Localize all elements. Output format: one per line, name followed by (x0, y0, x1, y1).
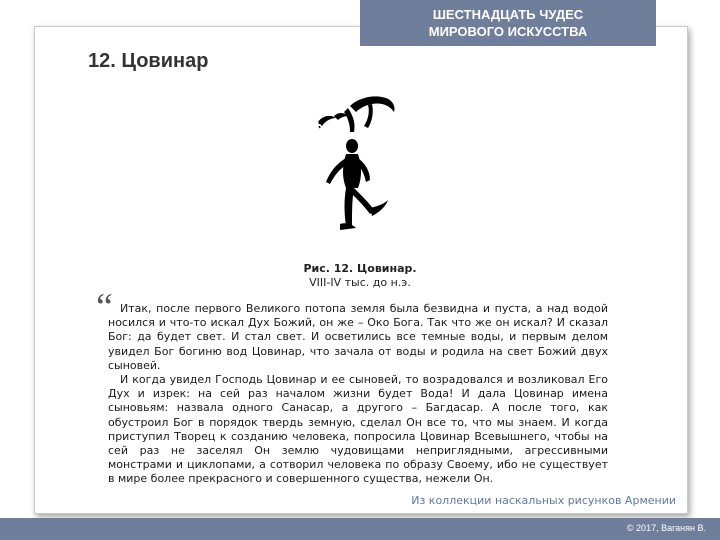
source-note: Из коллекции наскальных рисунков Армении (411, 494, 676, 507)
header-line-2: МИРОВОГО ИСКУССТВА (428, 24, 588, 39)
quote-mark-icon: “ (96, 286, 113, 328)
header-banner (360, 0, 656, 46)
figure-caption (240, 262, 480, 290)
header-line-1: ШЕСТНАДЦАТЬ ЧУДЕС (432, 7, 584, 22)
body-text (108, 302, 608, 487)
cave-painting-figure-icon (312, 92, 398, 234)
caption-date: VIII-IV тыс. до н.э. (309, 276, 411, 289)
slide-title: 12. Цовинар (88, 50, 209, 72)
paragraph-2: И когда увидел Господь Цовинар и ее сыновей, то возрадовался и возликовал Его Дух и изрек: на сей раз началом жизни будет Вода! И дала Цовинар имена сыновьям: назвала одного Санасар, а другого – Багдасар. А после того, как обустроил Бог в порядок твердь земную, сделал Он все то, что мы знаем. И когда приступил Творец к созданию человека, попросила Цовинар Всевышнего, чтобы на сей раз не заселял Он землю чудовищами неприглядными, агрессивными монстрами и циклопами, а сотворил человека по образу Своему, ибо не существует в мире более прекрасного и совершенного существа, нежели Он. (108, 373, 608, 486)
caption-title: Рис. 12. Цовинар. (303, 262, 417, 275)
footer-bar (0, 518, 720, 540)
paragraph-1: Итак, после первого Великого потопа земля была безвидна и пуста, а над водой носился и что-то искал Дух Божий, он же – Око Бога. Так что же он искал? И сказал Бог: да будет свет. И стал свет. И осветились все темные воды, и первым делом увидел Бог богиню вод Цовинар, что зачала от воды и родила на свет Божий двух сыновей. (108, 302, 608, 372)
footer-copyright: © 2017, Ваганян В. (626, 523, 706, 533)
